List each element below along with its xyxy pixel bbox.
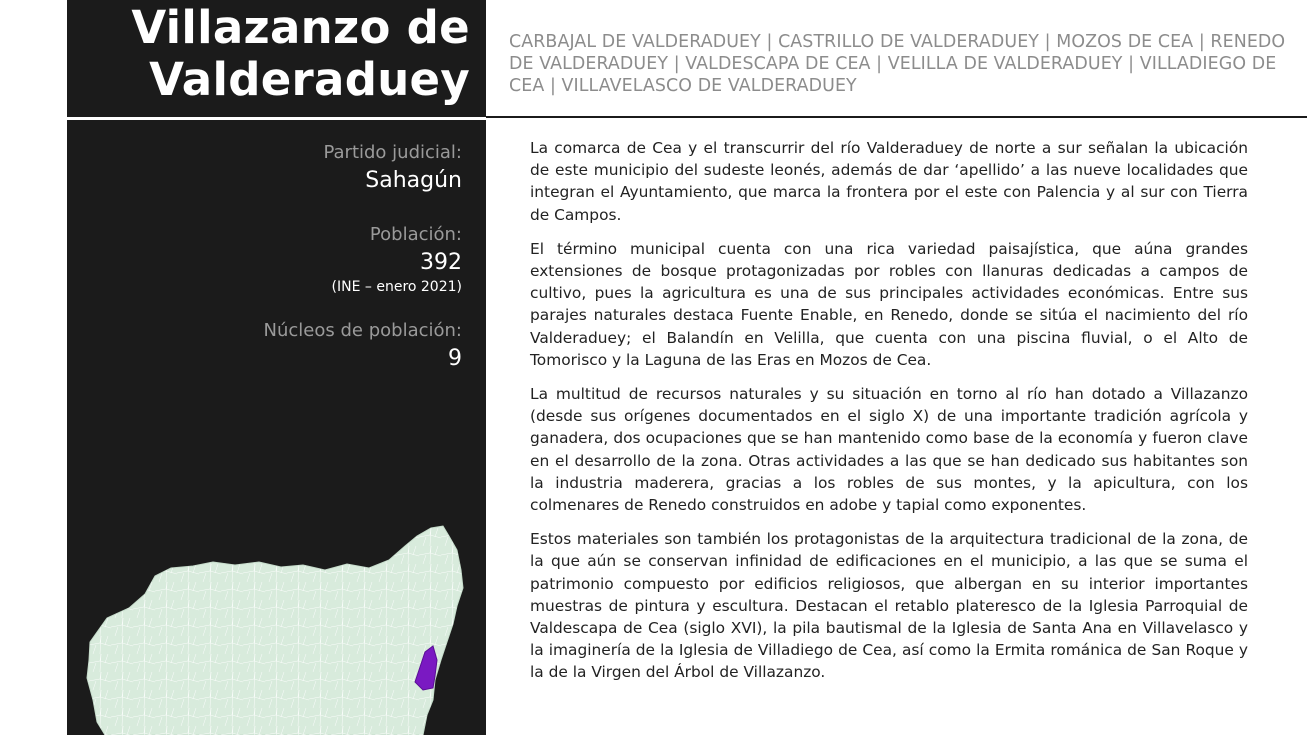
municipality-stats	[264, 140, 462, 400]
localities-list: CARBAJAL DE VALDERADUEY | CASTRILLO DE VALDERADUEY | MOZOS DE CEA | RENEDO DE VALDERADUEY | VALDESCAPA DE CEA | VELILLA DE VALDERADUEY | VILLADIEGO DE CEA | VILLAVELASCO DE VALDERADUEY	[509, 32, 1286, 96]
body-paragraph-4: Estos materiales son también los protagonistas de la arquitectura tradicional de la zona, de la que aún se conservan infinidad de edificaciones en el municipio, a las que se suma el patrimonio compuesto por edificios religiosos, que albergan en su interior importantes muestras de pintura y escultura. Destacan el retablo plateresco de la Iglesia Parroquial de Valdescapa de Cea (siglo XVI), la pila bautismal de la Iglesia de Santa Ana en Villavelasco y la imaginería de la Iglesia de Villadiego de Cea, así como la Ermita románica de San Roque y la de la Virgen del Árbol de Villazanzo.	[530, 530, 1248, 682]
body-paragraph-3: La multitud de recursos naturales y su situación en torno al río han dotado a Villazanzo (desde sus orígenes documentados en el siglo X) de una importante tradición agrícola y ganadera, dos ocupaciones que se han mantenido como base de la economía y fueron clave en el desarrollo de la zona. Otras actividades a las que se han dedicado sus habitantes son la industria maderera, gracias a los robles de sus montes, y la apicultura, con los colmenares de Renedo construidos en adobe y tapial como exponentes.	[530, 385, 1248, 515]
population-value: 392	[420, 250, 462, 275]
body-paragraph-1: La comarca de Cea y el transcurrir del río Valderaduey de norte a sur señalan la ubicación de este municipio del sudeste leonés, además de dar ‘apellido’ a las nueve localidades que integran el Ayuntamiento, que marca la frontera por el este con Palencia y al sur con Tierra de Campos.	[530, 139, 1248, 224]
population-source-note: (INE – enero 2021)	[331, 279, 462, 295]
judicial-district	[264, 140, 462, 196]
article-body	[530, 137, 1248, 696]
province-location-map	[67, 510, 486, 735]
population-nuclei-label: Núcleos de población:	[263, 320, 462, 341]
population-label: Población:	[369, 224, 462, 245]
title-divider-right	[486, 116, 1307, 118]
body-paragraph-2: El término municipal cuenta con una rica variedad paisajística, que aúna grandes extensiones de bosque protagonizadas por robles con llanuras dedicadas a campos de cultivo, pues la agricultura es una de sus principales actividades económicas. Entre sus parajes naturales destaca Fuente Enable, en Renedo, donde se sitúa el nacimiento del río Valderaduey; el Balandín en Velilla, que cuenta con una piscina fluvial, o el Alto de Tomorisco y la Laguna de las Eras en Mozos de Cea.	[530, 239, 1248, 369]
judicial-district-value: Sahagún	[365, 168, 462, 193]
page-title-line-2: Valderaduey	[149, 53, 470, 106]
title-divider-left	[67, 117, 486, 120]
population-nuclei-value: 9	[448, 346, 462, 371]
judicial-district-label: Partido judicial:	[323, 142, 462, 163]
page-title-line-1: Villazanzo de	[131, 1, 470, 54]
province-municipality-borders	[87, 526, 463, 735]
page-title	[131, 2, 470, 106]
population	[264, 222, 462, 296]
population-nuclei	[264, 318, 462, 374]
title-box	[67, 0, 486, 117]
